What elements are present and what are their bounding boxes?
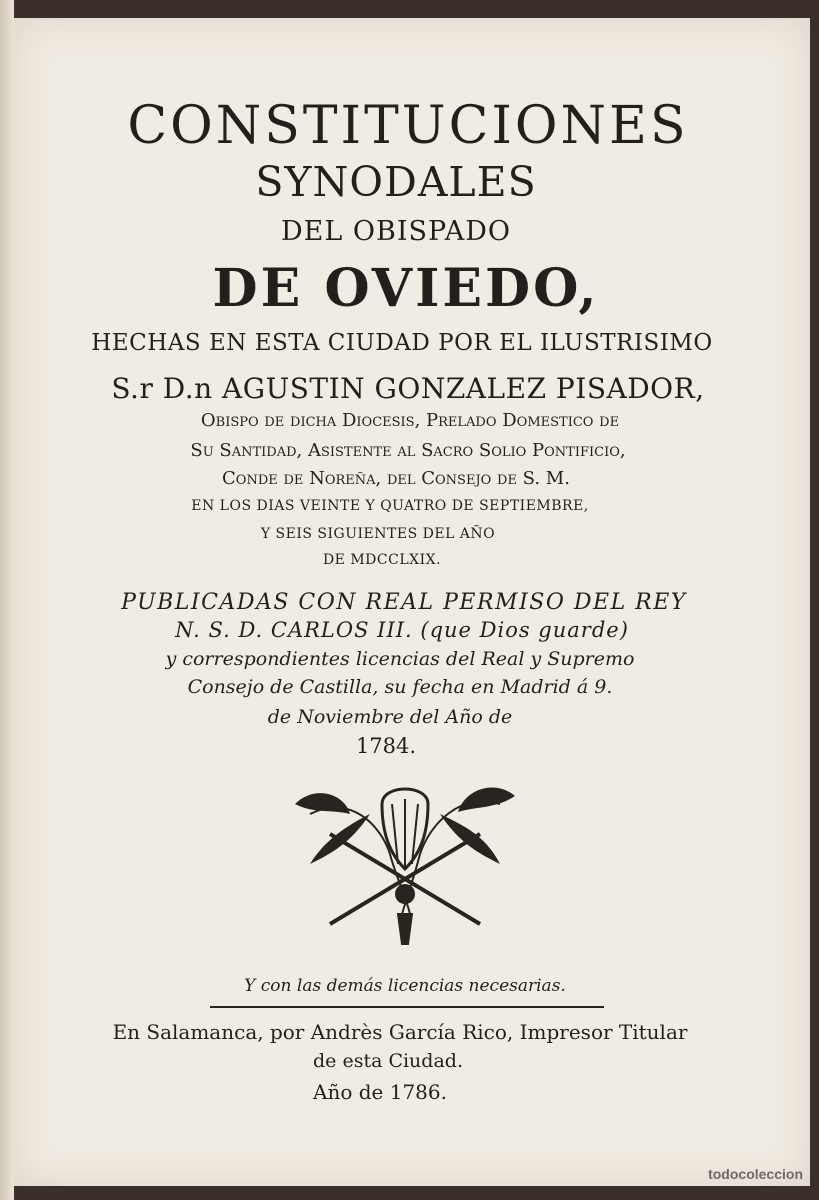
author-name: S.r D.n AGUSTIN GONZALEZ PISADOR, [111, 372, 705, 405]
title-line-4: DE OVIEDO, [212, 258, 600, 319]
publication-year: 1784. [355, 734, 417, 758]
watermark: todocoleccion [708, 1166, 803, 1182]
title-page [14, 18, 810, 1186]
publication-line-1: PUBLICADAS CON REAL PERMISO DEL REY [121, 590, 687, 615]
title-line-3: DEL OBISPADO [281, 216, 511, 247]
title-line-2: SYNODALES [255, 158, 537, 206]
author-title-1: Obispo de dicha Diocesis, Prelado Domestico de [200, 410, 620, 431]
author-intro: HECHAS EN ESTA CIUDAD POR EL ILUSTRISIMO [91, 330, 713, 356]
author-title-3: Conde de Noreña, del Consejo de S. M. [222, 468, 570, 489]
printer-line-2: de esta Ciudad. [313, 1050, 463, 1072]
publication-line-4: Consejo de Castilla, su fecha en Madrid á 9. [187, 676, 613, 698]
author-title-2: Su Santidad, Asistente al Sacro Solio Pontificio, [190, 440, 626, 461]
publication-line-2: N. S. D. CARLOS III. (que Dios guarde) [175, 618, 629, 642]
title-line-1: CONSTITUCIONES [127, 96, 689, 156]
publication-line-5: de Noviembre del Año de [267, 706, 513, 728]
publication-line-3: y correspondientes licencias del Real y Supremo [165, 648, 635, 670]
lyre-and-palm-ornament-icon [290, 774, 520, 952]
printer-line-3: Año de 1786. [313, 1080, 447, 1104]
divider-rule [210, 1006, 604, 1008]
date-line-3: DE MDCCLXIX. [322, 552, 442, 568]
date-line-1: EN LOS DIAS VEINTE Y QUATRO DE SEPTIEMBRE, [191, 498, 589, 514]
license-line: Y con las demás licencias necesarias. [244, 976, 566, 996]
printer-line-1: En Salamanca, por Andrès García Rico, Impresor Titular [112, 1020, 688, 1044]
date-line-2: Y SEIS SIGUIENTES DEL AÑO [260, 526, 496, 542]
